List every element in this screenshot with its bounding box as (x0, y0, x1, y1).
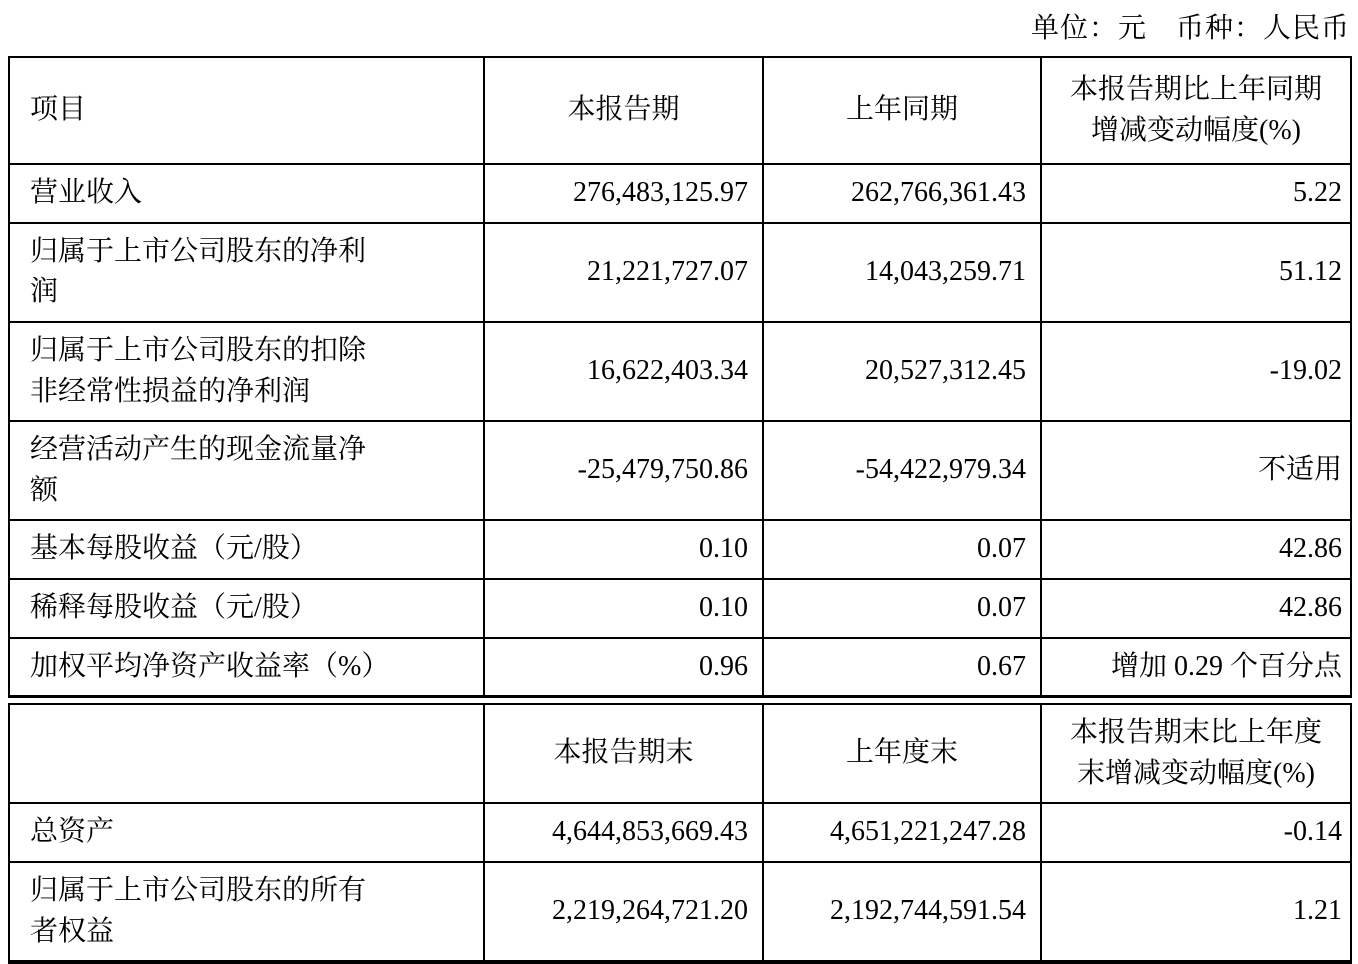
row-prior-value: 4,651,221,247.28 (763, 803, 1041, 862)
row-change-value: 42.86 (1041, 520, 1351, 579)
table-header-row (9, 704, 1351, 803)
table-row (9, 223, 1351, 322)
unit-currency-note: 单位：元 币种：人民币 (1030, 13, 1350, 44)
row-change-value: 51.12 (1041, 223, 1351, 322)
table-row (9, 164, 1351, 223)
table-row (9, 862, 1351, 962)
row-label: 归属于上市公司股东的所有者权益 (9, 862, 484, 962)
row-current-value: 4,644,853,669.43 (484, 803, 763, 862)
row-label: 归属于上市公司股东的扣除非经常性损益的净利润 (9, 322, 484, 421)
row-change-value: 增加 0.29 个百分点 (1041, 638, 1351, 697)
row-prior-value: 14,043,259.71 (763, 223, 1041, 322)
table-row (9, 803, 1351, 862)
table-row (9, 421, 1351, 520)
row-label: 加权平均净资产收益率（%） (9, 638, 484, 697)
row-change-value: -19.02 (1041, 322, 1351, 421)
header-change-line2: 末增减变动幅度(%) (1077, 757, 1315, 789)
row-prior-value: 0.67 (763, 638, 1041, 697)
row-prior-value: 262,766,361.43 (763, 164, 1041, 223)
header-prior-year-end: 上年度末 (763, 704, 1041, 803)
row-change-value: 不适用 (1041, 421, 1351, 520)
row-current-value: 0.96 (484, 638, 763, 697)
row-change-value: 5.22 (1041, 164, 1351, 223)
table-header-row (9, 57, 1351, 164)
table-row (9, 322, 1351, 421)
table-row (9, 579, 1351, 638)
balance-sheet-summary-table (8, 703, 1352, 964)
row-current-value: 2,219,264,721.20 (484, 862, 763, 962)
row-prior-value: 0.07 (763, 520, 1041, 579)
row-prior-value: -54,422,979.34 (763, 421, 1041, 520)
row-label: 归属于上市公司股东的净利润 (9, 223, 484, 322)
header-prior-period: 上年同期 (763, 57, 1041, 164)
header-change-pct (1041, 704, 1351, 803)
row-current-value: 16,622,403.34 (484, 322, 763, 421)
row-label: 稀释每股收益（元/股） (9, 579, 484, 638)
row-prior-value: 20,527,312.45 (763, 322, 1041, 421)
row-current-value: 0.10 (484, 520, 763, 579)
row-prior-value: 2,192,744,591.54 (763, 862, 1041, 962)
table-row (9, 638, 1351, 697)
header-current-period-end: 本报告期末 (484, 704, 763, 803)
header-change-line1: 本报告期末比上年度 (1069, 717, 1322, 749)
row-change-value: -0.14 (1041, 803, 1351, 862)
row-change-value: 1.21 (1041, 862, 1351, 962)
key-financials-table (8, 56, 1352, 698)
row-change-value: 42.86 (1041, 579, 1351, 638)
row-prior-value: 0.07 (763, 579, 1041, 638)
header-current-period: 本报告期 (484, 57, 763, 164)
row-label: 经营活动产生的现金流量净额 (9, 421, 484, 520)
header-item: 项目 (9, 57, 484, 164)
row-current-value: -25,479,750.86 (484, 421, 763, 520)
table-row (9, 520, 1351, 579)
header-item-empty (9, 704, 484, 803)
row-current-value: 21,221,727.07 (484, 223, 763, 322)
header-change-pct (1041, 57, 1351, 164)
row-label: 营业收入 (9, 164, 484, 223)
header-change-line1: 本报告期比上年同期 (1069, 74, 1322, 105)
row-current-value: 0.10 (484, 579, 763, 638)
header-change-line2: 增减变动幅度(%) (1091, 114, 1301, 146)
row-label: 基本每股收益（元/股） (9, 520, 484, 579)
row-label: 总资产 (9, 803, 484, 862)
row-current-value: 276,483,125.97 (484, 164, 763, 223)
